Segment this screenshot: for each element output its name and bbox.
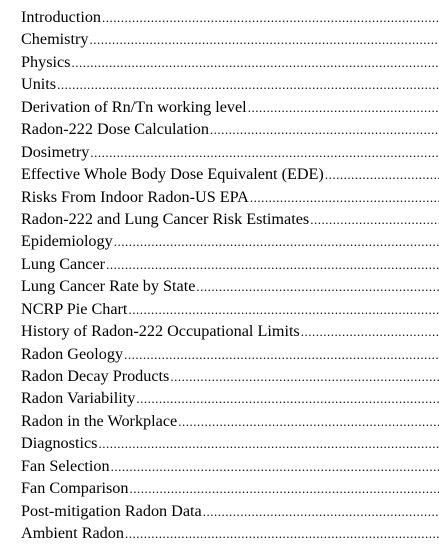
- toc-entry-ncrp-pie-chart: [21, 298, 439, 320]
- dot-leader: [89, 29, 439, 50]
- toc-entry-post-mitigation-data: [21, 500, 439, 522]
- dot-leader: [102, 7, 439, 28]
- dot-leader: [90, 142, 439, 163]
- dot-leader: [71, 52, 439, 73]
- dot-leader: [111, 456, 439, 477]
- toc-entry-title: Lung Cancer: [21, 254, 106, 273]
- toc-entry-title: Diagnostics: [21, 434, 98, 453]
- toc-entry-title: Radon-222 Dose Calculation: [21, 120, 209, 139]
- toc-entry-title: Chemistry: [21, 30, 89, 49]
- toc-entry-title: Effective Whole Body Dose Equivalent (EDE): [21, 165, 324, 184]
- dot-leader: [136, 388, 439, 409]
- toc-entry-units: [21, 73, 439, 95]
- toc-entry-chemistry: [21, 28, 439, 50]
- dot-leader: [210, 119, 439, 140]
- toc-entry-indoor-radon-risks: [21, 186, 439, 208]
- toc-entry-working-level: [21, 96, 439, 118]
- toc-entry-title: Derivation of Rn/Tn working level: [21, 97, 247, 116]
- toc-entry-lung-cancer: [21, 253, 439, 275]
- toc-entry-title: Units: [21, 75, 57, 94]
- toc-entry-epidemiology: [21, 230, 439, 252]
- toc-entry-ambient-radon: [21, 522, 439, 544]
- dot-leader: [98, 433, 439, 454]
- dot-leader: [196, 276, 439, 297]
- toc-entry-title: Ambient Radon: [21, 524, 124, 543]
- toc-entry-title: Risks From Indoor Radon-US EPA: [21, 187, 249, 206]
- dot-leader: [325, 164, 439, 185]
- toc-entry-lung-cancer-risk-estimates: [21, 208, 439, 230]
- toc-entry-occupational-limits: [21, 320, 439, 342]
- toc-entry-title: Radon Geology: [21, 344, 124, 363]
- toc-entry-radon-variability: [21, 387, 439, 409]
- toc-entry-title: Epidemiology: [21, 232, 113, 251]
- dot-leader: [124, 344, 439, 365]
- toc-entry-dose-calculation: [21, 118, 439, 140]
- toc-entry-ede: [21, 163, 439, 185]
- dot-leader: [106, 254, 439, 275]
- dot-leader: [129, 478, 439, 499]
- toc-entry-title: Fan Selection: [21, 456, 110, 475]
- toc-entry-lung-cancer-by-state: [21, 275, 439, 297]
- dot-leader: [114, 231, 439, 252]
- toc-entry-title: Dosimetry: [21, 142, 90, 161]
- toc-entry-fan-comparison: [21, 477, 439, 499]
- toc-entry-title: NCRP Pie Chart: [21, 299, 128, 318]
- toc-entry-fan-selection: [21, 455, 439, 477]
- toc-entry-diagnostics: [21, 432, 439, 454]
- dot-leader: [125, 523, 439, 544]
- toc-entry-radon-geology: [21, 343, 439, 365]
- toc-entry-physics: [21, 51, 439, 73]
- toc-entry-title: Radon Decay Products: [21, 367, 170, 385]
- dot-leader: [203, 501, 439, 522]
- toc-entry-title: Lung Cancer Rate by State: [21, 277, 196, 296]
- toc-entry-title: Radon in the Workplace: [21, 411, 178, 430]
- toc-entry-dosimetry: [21, 141, 439, 163]
- toc-entry-introduction: [21, 6, 439, 28]
- toc-entry-title: Physics: [21, 52, 71, 71]
- dot-leader: [301, 321, 439, 342]
- toc-entry-title: Radon Variability: [21, 389, 136, 408]
- dot-leader: [248, 97, 439, 118]
- table-of-contents: [21, 6, 439, 545]
- dot-leader: [170, 366, 439, 387]
- dot-leader: [57, 74, 439, 95]
- toc-entry-title: Post-mitigation Radon Data: [21, 501, 202, 520]
- dot-leader: [128, 299, 439, 320]
- toc-entry-title: Radon-222 and Lung Cancer Risk Estimates: [21, 209, 310, 228]
- toc-entry-decay-products: [21, 365, 439, 387]
- toc-entry-title: Introduction: [21, 8, 102, 26]
- toc-entry-radon-in-workplace: [21, 410, 439, 432]
- toc-entry-title: Fan Comparison: [21, 479, 129, 498]
- dot-leader: [250, 187, 439, 208]
- dot-leader: [310, 209, 439, 230]
- dot-leader: [178, 411, 439, 432]
- toc-entry-title: History of Radon-222 Occupational Limits: [21, 322, 300, 341]
